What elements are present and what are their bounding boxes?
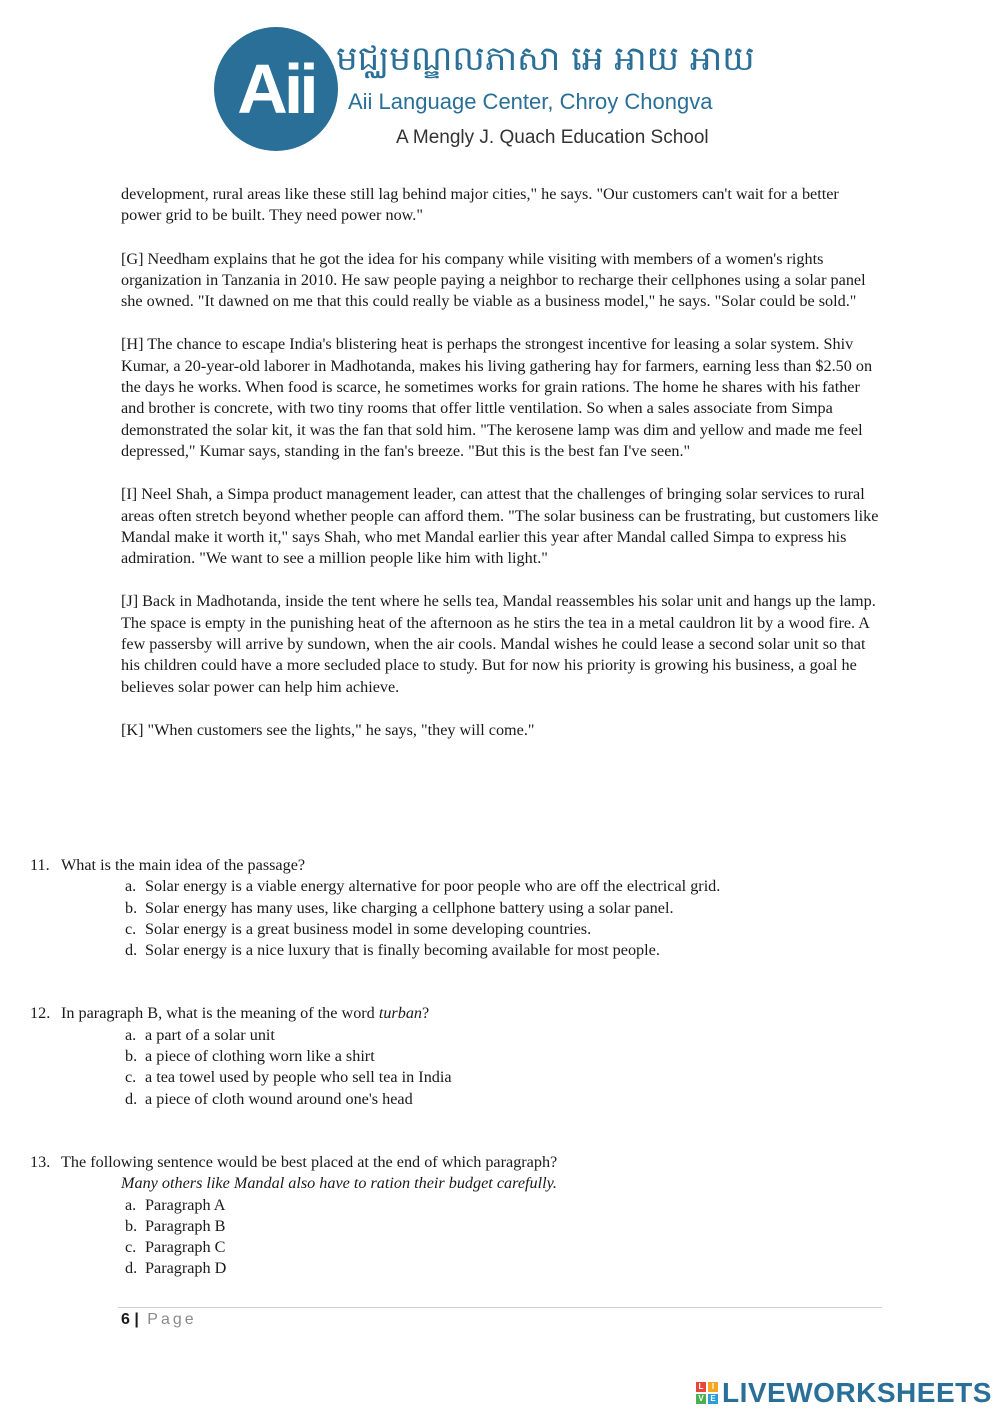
reading-passage	[121, 184, 881, 763]
option-text: a piece of cloth wound around one's head	[145, 1089, 413, 1108]
page-label: Page	[147, 1311, 197, 1328]
passage-paragraph-i: [I] Neel Shah, a Simpa product management leader, can attest that the challenges of bringing solar services to rural areas often stretch beyond whether people can afford them. "The solar business can be frustrating, but customers like Mandal make it worth it," says Shah, who met Mandal earlier this year after Mandal called Simpa to express his admiration. "We want to see a million people like him with light."	[121, 485, 879, 568]
option-text: Solar energy is a viable energy alternative for poor people who are off the electrical grid.	[145, 877, 721, 896]
question-stem	[30, 1003, 910, 1024]
page-footer	[121, 1311, 197, 1329]
liveworksheets-brand[interactable]	[696, 1376, 992, 1410]
answer-option-d[interactable]	[30, 1089, 910, 1110]
question-keyword: turban	[378, 1004, 423, 1023]
question-number: 11.	[30, 856, 50, 874]
brand-icon-letter: E	[708, 1394, 718, 1404]
page-separator: |	[134, 1311, 139, 1328]
option-text: a part of a solar unit	[145, 1025, 275, 1044]
school-logo: Aii	[214, 27, 338, 151]
brand-icon-letter: I	[708, 1382, 718, 1392]
passage-paragraph-k: [K] "When customers see the lights," he says, "they will come."	[121, 720, 535, 739]
page-number: 6	[121, 1311, 130, 1328]
answer-option-c[interactable]	[30, 1237, 910, 1258]
question-11	[30, 855, 910, 961]
question-13	[30, 1152, 910, 1280]
question-text: What is the main idea of the passage?	[61, 856, 306, 874]
option-text: Paragraph B	[145, 1216, 226, 1235]
option-letter: b.	[125, 1047, 138, 1066]
brand-icon-letter: V	[696, 1394, 706, 1404]
question-number: 13.	[30, 1152, 51, 1171]
liveworksheets-logo-icon	[696, 1382, 718, 1404]
answer-options	[30, 1195, 910, 1280]
option-text: Solar energy is a nice luxury that is finally becoming available for most people.	[145, 941, 660, 960]
answer-option-a[interactable]	[30, 876, 910, 897]
option-text: Paragraph D	[145, 1259, 227, 1278]
option-letter: c.	[125, 1068, 137, 1087]
passage-paragraph-g: [G] Needham explains that he got the idea for his company while visiting with members of a women's rights organization in Tanzania in 2010. He saw people paying a neighbor to recharge their cellphones using a solar panel she owned. "It dawned on me that this could really be viable as a business model," he says. "Solar could be sold."	[121, 249, 866, 311]
answer-option-a[interactable]	[30, 1195, 910, 1216]
option-text: Paragraph C	[145, 1238, 226, 1257]
question-stem	[30, 1152, 910, 1173]
khmer-school-title: មជ្ឈមណ្ឌលភាសា អេ អាយ អាយ	[336, 39, 755, 79]
answer-options	[30, 1025, 910, 1110]
option-letter: b.	[125, 898, 138, 917]
center-name: Aii Language Center, Chroy Chongva	[348, 89, 713, 114]
option-letter: c.	[125, 1238, 137, 1257]
question-stem	[30, 855, 910, 876]
option-letter: a.	[125, 877, 137, 896]
answer-option-b[interactable]	[30, 1046, 910, 1067]
option-text: Paragraph A	[145, 1195, 226, 1214]
brand-icon-letter: L	[696, 1382, 706, 1392]
answer-option-b[interactable]	[30, 1216, 910, 1237]
school-header	[214, 27, 814, 157]
option-text: Solar energy has many uses, like charging a cellphone battery using a solar panel.	[145, 898, 674, 917]
answer-option-a[interactable]	[30, 1025, 910, 1046]
answer-option-c[interactable]	[30, 919, 910, 940]
option-letter: d.	[125, 1089, 138, 1108]
question-12	[30, 1003, 910, 1109]
answer-option-b[interactable]	[30, 898, 910, 919]
answer-option-c[interactable]	[30, 1067, 910, 1088]
option-letter: b.	[125, 1216, 138, 1235]
answer-option-d[interactable]	[30, 940, 910, 961]
option-letter: d.	[125, 941, 138, 960]
footer-divider	[118, 1307, 882, 1308]
questions-section	[30, 855, 910, 1280]
question-text: The following sentence would be best placed at the end of which paragraph?	[61, 1152, 558, 1171]
option-text: Solar energy is a great business model in some developing countries.	[145, 919, 592, 938]
question-number: 12.	[30, 1004, 51, 1023]
school-name: A Mengly J. Quach Education School	[396, 127, 709, 148]
passage-paragraph-h: [H] The chance to escape India's blistering heat is perhaps the strongest incentive for leasing a solar system. Shiv Kumar, a 20-year-old laborer in Madhotanda, makes his living gathering hay for farmers, earning less than $2.50 on the days he works. When food is scarce, he sometimes works for grain rations. The home he shares with his father and brother is concrete, with two tiny rooms that offer little ventilation. So when a sales associate from Simpa demonstrated the solar kit, it was the fan that sold him. "The kerosene lamp was dim and yellow and made me feel depressed," Kumar says, standing in the fan's breeze. "But this is the best fan I've seen."	[121, 335, 873, 460]
option-letter: a.	[125, 1025, 137, 1044]
liveworksheets-wordmark: LIVEWORKSHEETS	[722, 1377, 992, 1408]
option-letter: c.	[125, 919, 137, 938]
passage-paragraph-continued: development, rural areas like these still lag behind major cities," he says. "Our customers can't wait for a better power grid to be built. They need power now."	[121, 185, 839, 225]
answer-options	[30, 876, 910, 961]
option-letter: d.	[125, 1259, 138, 1278]
passage-paragraph-j: [J] Back in Madhotanda, inside the tent where he sells tea, Mandal reassembles his solar unit and hangs up the lamp. The space is empty in the punishing heat of the afternoon as he stirs the tea in a metal cauldron lit by a wood fire. A few passersby will arrive by sundown, when the air cools. Mandal wishes he could lease a second solar unit so that his children could have a more secluded place to study. But for now his priority is growing his business, a goal he believes solar power can help him achieve.	[121, 592, 876, 696]
option-text: a tea towel used by people who sell tea in India	[145, 1068, 452, 1087]
option-letter: a.	[125, 1195, 137, 1214]
answer-option-d[interactable]	[30, 1258, 910, 1279]
question-text-after: ?	[422, 1004, 430, 1023]
question-text-before: In paragraph B, what is the meaning of the word	[61, 1004, 379, 1023]
option-text: a piece of clothing worn like a shirt	[145, 1047, 375, 1066]
question-text	[61, 1003, 429, 1024]
target-sentence: Many others like Mandal also have to ration their budget carefully.	[121, 1174, 557, 1193]
